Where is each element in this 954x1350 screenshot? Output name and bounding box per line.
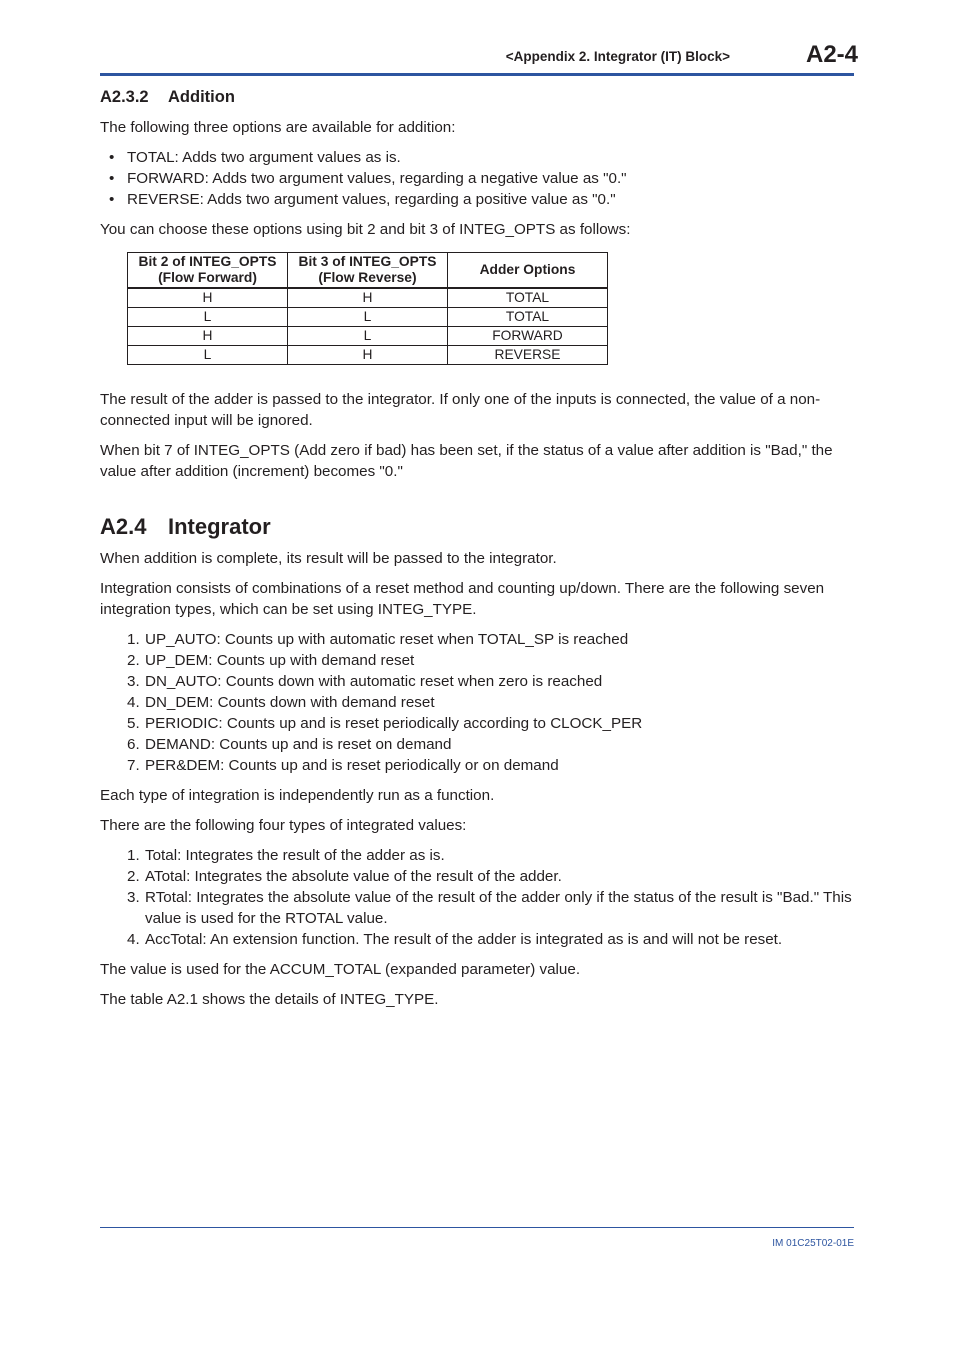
add-zero-if-bad-paragraph: When bit 7 of INTEG_OPTS (Add zero if bad) has been set, if the status of a value after addition is "Bad," the value after addition (increment) becomes "0."	[100, 442, 833, 480]
table-cell: TOTAL	[448, 288, 608, 308]
item-text: UP_DEM: Counts up with demand reset	[145, 652, 415, 669]
table-cell: H	[128, 288, 288, 308]
footer-rule	[100, 1227, 854, 1228]
integrator-intro: When addition is complete, its result will be passed to the integrator.	[100, 550, 557, 567]
item-text: DEMAND: Counts up and is reset on demand	[145, 736, 452, 753]
list-item	[100, 929, 854, 950]
list-item	[100, 734, 854, 755]
header-line: (Flow Forward)	[158, 270, 257, 285]
table-cell: L	[288, 308, 448, 327]
item-number: 2.	[127, 652, 140, 669]
table-cell: L	[288, 327, 448, 346]
header-line: Bit 2 of INTEG_OPTS	[138, 254, 277, 269]
item-text: AccTotal: An extension function. The result of the adder is integrated as is and will not be reset.	[145, 931, 783, 948]
section-heading-integrator	[100, 514, 854, 540]
column-header-bit3	[288, 253, 448, 289]
table-cell: H	[128, 327, 288, 346]
document-id: IM 01C25T02-01E	[772, 1238, 854, 1249]
table-reference-paragraph: The table A2.1 shows the details of INTEG_TYPE.	[100, 991, 439, 1008]
table-cell: REVERSE	[448, 346, 608, 365]
list-item: • TOTAL: Adds two argument values as is.	[100, 147, 854, 168]
item-text: DN_AUTO: Counts down with automatic reset when zero is reached	[145, 673, 603, 690]
table-cell: H	[288, 346, 448, 365]
item-text: RTotal: Integrates the absolute value of the result of the adder only if the status of the result is "Bad." This value is used for the RTOTAL value.	[145, 889, 852, 927]
table-cell: FORWARD	[448, 327, 608, 346]
item-number: 3.	[127, 889, 140, 906]
list-item: • REVERSE: Adds two argument values, regarding a positive value as "0."	[100, 189, 854, 210]
list-item	[100, 671, 854, 692]
list-item	[100, 887, 854, 929]
section-heading-addition	[100, 86, 854, 108]
adder-result-paragraph: The result of the adder is passed to the integrator. If only one of the inputs is connected, the value of a non-connected input will be ignored.	[100, 391, 821, 429]
header-line: Adder Options	[479, 262, 576, 277]
header-title: <Appendix 2. Integrator (IT) Block>	[505, 49, 730, 64]
item-text: ATotal: Integrates the absolute value of the result of the adder.	[145, 868, 562, 885]
section-title: Integrator	[168, 514, 271, 539]
table-cell: L	[128, 346, 288, 365]
list-item	[100, 866, 854, 887]
item-number: 2.	[127, 868, 140, 885]
item-number: 4.	[127, 694, 140, 711]
table-cell: L	[128, 308, 288, 327]
header-rule	[100, 73, 854, 76]
table-header-row	[128, 253, 608, 289]
list-item	[100, 713, 854, 734]
integration-types-intro: Integration consists of combinations of a reset method and counting up/down. There are the following seven integration types, which can be set using INTEG_TYPE.	[100, 580, 825, 618]
item-number: 1.	[127, 847, 140, 864]
page-number: A2-4	[806, 41, 859, 68]
item-text: UP_AUTO: Counts up with automatic reset when TOTAL_SP is reached	[145, 631, 629, 648]
list-item	[100, 692, 854, 713]
integrated-values-intro: There are the following four types of integrated values:	[100, 817, 467, 834]
item-number: 7.	[127, 757, 140, 774]
choose-options-text: You can choose these options using bit 2 and bit 3 of INTEG_OPTS as follows:	[100, 221, 631, 238]
table-row	[128, 308, 608, 327]
item-number: 4.	[127, 931, 140, 948]
adder-options-table	[127, 252, 608, 365]
header-line: Bit 3 of INTEG_OPTS	[298, 254, 437, 269]
column-header-bit2	[128, 253, 288, 289]
list-item	[100, 629, 854, 650]
section-title: Addition	[168, 88, 235, 106]
integration-types-list	[100, 629, 854, 776]
table-row	[128, 346, 608, 365]
list-item	[100, 755, 854, 776]
table-row	[128, 327, 608, 346]
item-number: 3.	[127, 673, 140, 690]
table-cell: TOTAL	[448, 308, 608, 327]
independent-function-paragraph: Each type of integration is independently run as a function.	[100, 787, 495, 804]
item-number: 1.	[127, 631, 140, 648]
item-text: PERIODIC: Counts up and is reset periodically according to CLOCK_PER	[145, 715, 643, 732]
page-content	[100, 86, 854, 1019]
item-number: 5.	[127, 715, 140, 732]
list-item: • FORWARD: Adds two argument values, regarding a negative value as "0."	[100, 168, 854, 189]
addition-options-list	[100, 147, 854, 210]
item-text: Total: Integrates the result of the adder as is.	[145, 847, 445, 864]
list-item	[100, 650, 854, 671]
item-text: PER&DEM: Counts up and is reset periodically or on demand	[145, 757, 559, 774]
item-number: 6.	[127, 736, 140, 753]
section-number: A2.3.2	[100, 88, 149, 106]
column-header-adder-options	[448, 253, 608, 289]
table-row	[128, 288, 608, 308]
header-line: (Flow Reverse)	[318, 270, 417, 285]
addition-intro: The following three options are available for addition:	[100, 119, 456, 136]
table-cell: H	[288, 288, 448, 308]
section-number: A2.4	[100, 514, 147, 539]
list-item	[100, 845, 854, 866]
integrated-values-list	[100, 845, 854, 950]
item-text: DN_DEM: Counts down with demand reset	[145, 694, 435, 711]
accum-total-paragraph: The value is used for the ACCUM_TOTAL (expanded parameter) value.	[100, 961, 581, 978]
